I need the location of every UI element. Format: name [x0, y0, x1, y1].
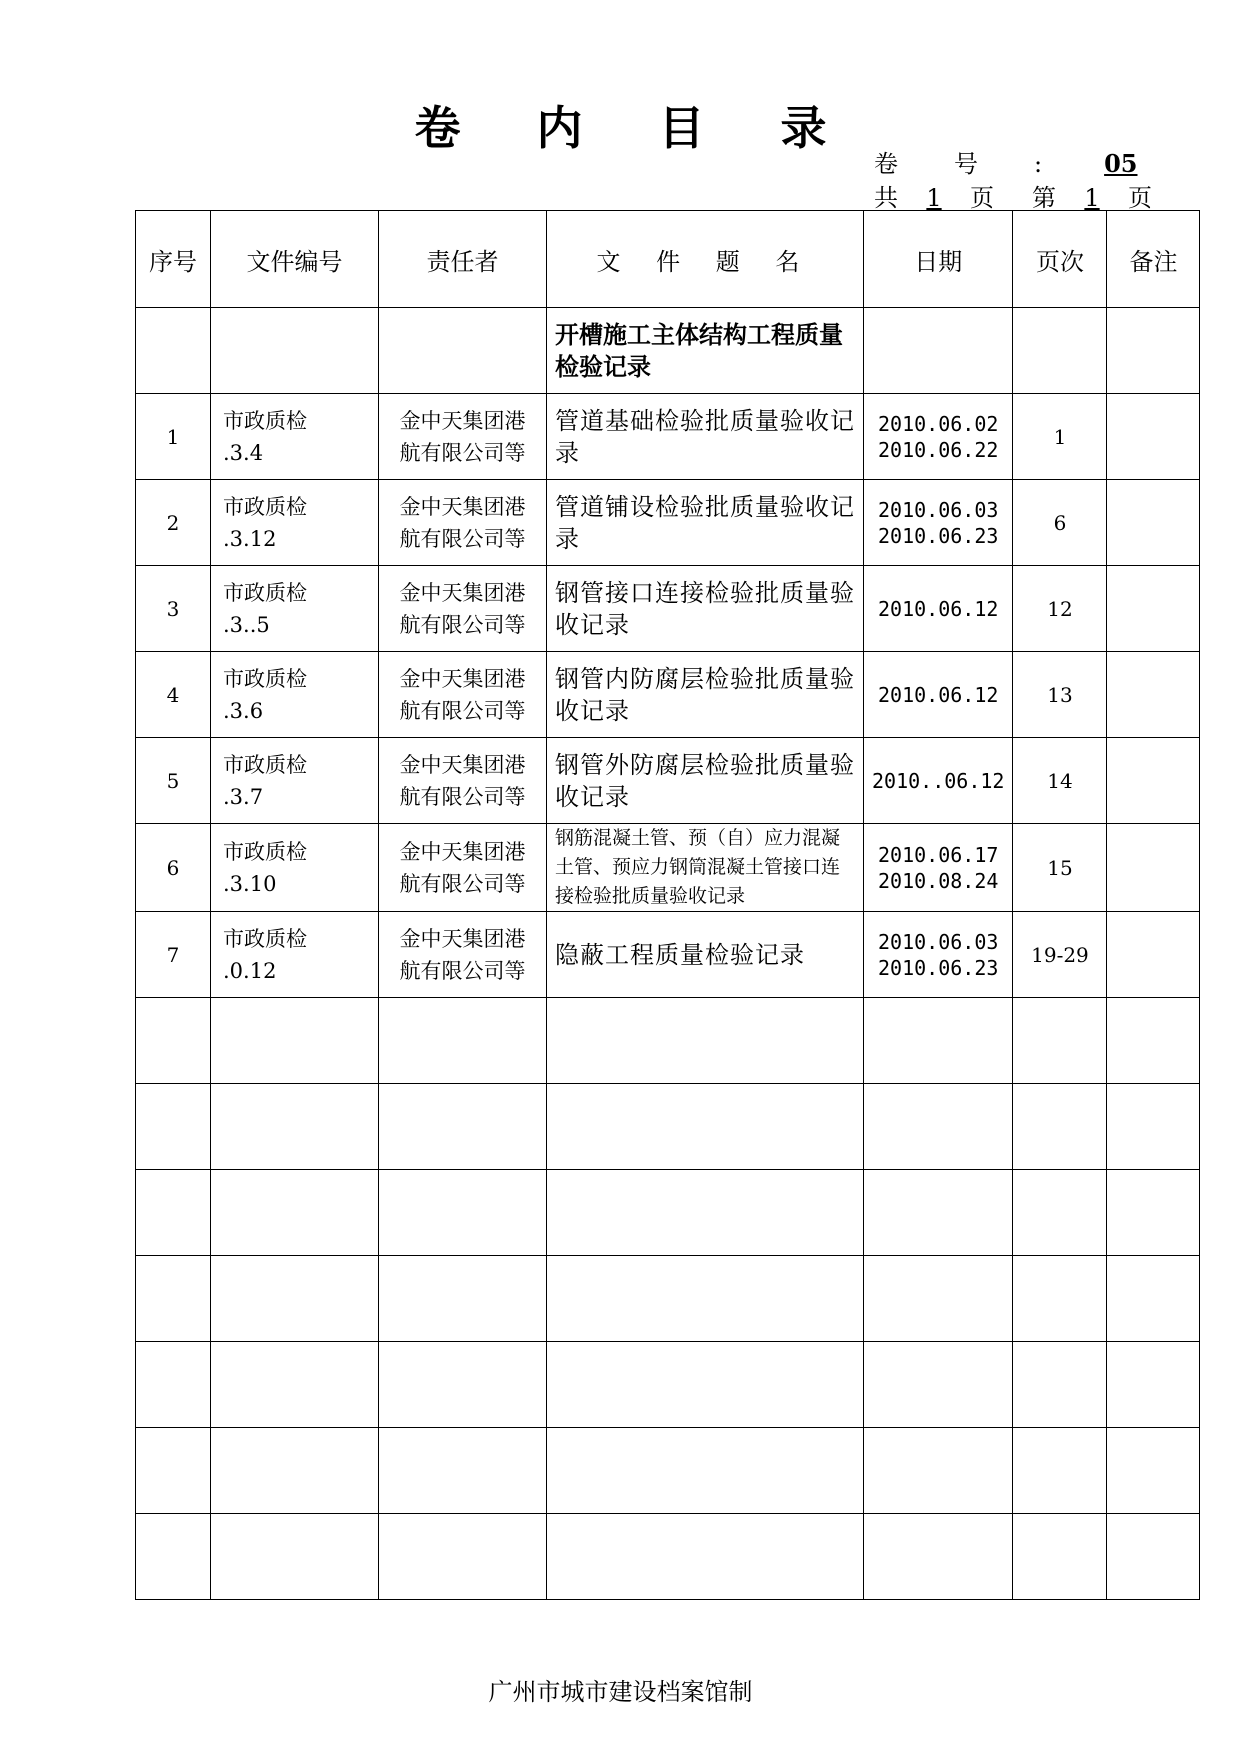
- file-title: 钢筋混凝土管、预（自）应力混凝土管、预应力钢筒混凝土管接口连接检验批质量验收记录: [547, 824, 864, 912]
- empty-cell: [864, 998, 1013, 1084]
- row-number: 4: [136, 652, 211, 738]
- date-line1: 2010.06.02: [878, 411, 999, 436]
- empty-cell: [379, 1256, 547, 1342]
- empty-cell: [211, 1428, 379, 1514]
- responsible-line1: 金中天集团港: [399, 839, 526, 864]
- empty-cell: [864, 1514, 1013, 1600]
- empty-cell: [864, 1428, 1013, 1514]
- responsible-line2: 航有限公司等: [399, 871, 526, 896]
- volume-number: [874, 144, 1138, 179]
- empty-cell: [136, 998, 211, 1084]
- empty-cell: [136, 1170, 211, 1256]
- file-code-line2: .3.6: [223, 698, 264, 723]
- empty-cell: [1107, 998, 1200, 1084]
- responsible-cell: [379, 394, 547, 480]
- volume-value: 05: [1104, 149, 1138, 178]
- empty-cell: [1013, 1256, 1107, 1342]
- empty-cell: [864, 1342, 1013, 1428]
- file-title: 钢管内防腐层检验批质量验收记录: [547, 652, 864, 738]
- date-line1: 2010.06.03: [878, 497, 999, 522]
- empty-row: [136, 1428, 1200, 1514]
- date-cell: [864, 652, 1013, 738]
- total-pages-value: 1: [926, 184, 942, 212]
- empty-row: [136, 1342, 1200, 1428]
- responsible-line1: 金中天集团港: [399, 926, 526, 951]
- title-char: 卷: [414, 101, 461, 155]
- file-title: 隐蔽工程质量检验记录: [547, 912, 864, 998]
- note-cell: [1107, 912, 1200, 998]
- file-code-cell: [211, 394, 379, 480]
- file-code-line1: 市政质检: [223, 408, 307, 433]
- table-row: [136, 738, 1200, 824]
- empty-cell: [1013, 1342, 1107, 1428]
- responsible-line2: 航有限公司等: [399, 784, 526, 809]
- empty-cell: [1107, 1514, 1200, 1600]
- catalog-table: [135, 210, 1200, 1600]
- table-row: [136, 480, 1200, 566]
- file-code-line1: 市政质检: [223, 494, 307, 519]
- empty-cell: [547, 1256, 864, 1342]
- empty-cell: [136, 1342, 211, 1428]
- page-number: 6: [1013, 480, 1107, 566]
- page-number: 13: [1013, 652, 1107, 738]
- row-number: 1: [136, 394, 211, 480]
- responsible-cell: [379, 912, 547, 998]
- row-number: 5: [136, 738, 211, 824]
- empty-cell: [1013, 998, 1107, 1084]
- section-row: [136, 308, 1200, 394]
- empty-cell: [379, 1428, 547, 1514]
- file-code-line1: 市政质检: [223, 580, 307, 605]
- file-code-cell: [211, 824, 379, 912]
- date-line1: 2010.06.12: [878, 596, 999, 621]
- table-row: [136, 566, 1200, 652]
- page-count: [874, 178, 1152, 213]
- row-number: 2: [136, 480, 211, 566]
- note-cell: [1107, 738, 1200, 824]
- empty-cell: [1013, 1170, 1107, 1256]
- file-code-line1: 市政质检: [223, 666, 307, 691]
- row-number: 3: [136, 566, 211, 652]
- empty-cell: [211, 1514, 379, 1600]
- file-code-cell: [211, 480, 379, 566]
- empty-cell: [211, 1084, 379, 1170]
- date-cell: [864, 394, 1013, 480]
- responsible-cell: [379, 824, 547, 912]
- total-pages-suffix: 页: [970, 184, 994, 212]
- header-file-code: 文件编号: [211, 211, 379, 308]
- date-cell: [864, 912, 1013, 998]
- file-title: 管道铺设检验批质量验收记录: [547, 480, 864, 566]
- date-line1: 2010.06.12: [878, 682, 999, 707]
- empty-cell: [1107, 1084, 1200, 1170]
- empty-cell: [547, 1342, 864, 1428]
- date-line1: 2010.06.17: [878, 842, 999, 867]
- page-number: 19-29: [1013, 912, 1107, 998]
- current-page-value: 1: [1084, 184, 1100, 212]
- date-line1: 2010..06.12: [872, 768, 1005, 793]
- file-code-line2: .3.4: [223, 440, 264, 465]
- empty-cell: [136, 1084, 211, 1170]
- page-number: 12: [1013, 566, 1107, 652]
- empty-cell: [379, 1170, 547, 1256]
- header-note: 备注: [1107, 211, 1200, 308]
- empty-cell: [547, 1514, 864, 1600]
- file-code-cell: [211, 652, 379, 738]
- file-code-line2: .3.10: [223, 871, 277, 896]
- empty-cell: [1107, 1170, 1200, 1256]
- title-char: 内: [536, 101, 583, 155]
- responsible-line1: 金中天集团港: [399, 580, 526, 605]
- empty-cell: [1107, 1428, 1200, 1514]
- header-file-title: 文 件 题 名: [547, 211, 864, 308]
- empty-row: [136, 1514, 1200, 1600]
- responsible-line2: 航有限公司等: [399, 612, 526, 637]
- page-number: 15: [1013, 824, 1107, 912]
- empty-cell: [211, 1256, 379, 1342]
- file-code-line2: .3..5: [223, 612, 270, 637]
- empty-cell: [211, 998, 379, 1084]
- responsible-cell: [379, 480, 547, 566]
- empty-cell: [1013, 1514, 1107, 1600]
- current-page-prefix: 第: [1032, 184, 1056, 212]
- responsible-line1: 金中天集团港: [399, 752, 526, 777]
- empty-cell: [1013, 1084, 1107, 1170]
- empty-cell: [136, 1256, 211, 1342]
- responsible-line1: 金中天集团港: [399, 666, 526, 691]
- page-number: 1: [1013, 394, 1107, 480]
- file-title: 钢管外防腐层检验批质量验收记录: [547, 738, 864, 824]
- empty-cell: [547, 1428, 864, 1514]
- responsible-line2: 航有限公司等: [399, 698, 526, 723]
- empty-cell: [547, 998, 864, 1084]
- file-title: 钢管接口连接检验批质量验收记录: [547, 566, 864, 652]
- empty-cell: [1013, 1428, 1107, 1514]
- file-code-line1: 市政质检: [223, 752, 307, 777]
- header-page: 页次: [1013, 211, 1107, 308]
- table-row: [136, 652, 1200, 738]
- current-page-suffix: 页: [1128, 184, 1152, 212]
- note-cell: [1107, 480, 1200, 566]
- responsible-cell: [379, 566, 547, 652]
- note-cell: [1107, 566, 1200, 652]
- empty-cell: [211, 1342, 379, 1428]
- file-code-line1: 市政质检: [223, 839, 307, 864]
- date-cell: [864, 738, 1013, 824]
- responsible-line2: 航有限公司等: [399, 440, 526, 465]
- empty-row: [136, 1256, 1200, 1342]
- responsible-cell: [379, 652, 547, 738]
- file-code-line2: .3.12: [223, 526, 277, 551]
- responsible-line2: 航有限公司等: [399, 958, 526, 983]
- empty-cell: [864, 1170, 1013, 1256]
- empty-row: [136, 1170, 1200, 1256]
- empty-cell: [864, 1084, 1013, 1170]
- empty-cell: [136, 1428, 211, 1514]
- empty-cell: [379, 1514, 547, 1600]
- row-number: 7: [136, 912, 211, 998]
- file-code-line2: .3.7: [223, 784, 264, 809]
- date-cell: [864, 480, 1013, 566]
- empty-cell: [379, 998, 547, 1084]
- empty-cell: [136, 1514, 211, 1600]
- table-row: [136, 394, 1200, 480]
- row-number: 6: [136, 824, 211, 912]
- date-line2: 2010.06.23: [878, 955, 999, 980]
- empty-cell: [1107, 1342, 1200, 1428]
- empty-cell: [547, 1084, 864, 1170]
- header-no: 序号: [136, 211, 211, 308]
- header-responsible: 责任者: [379, 211, 547, 308]
- table-header-row: [136, 211, 1200, 308]
- empty-cell: [1107, 1256, 1200, 1342]
- total-pages-prefix: 共: [874, 184, 898, 212]
- responsible-line1: 金中天集团港: [399, 408, 526, 433]
- file-code-cell: [211, 912, 379, 998]
- title-char: 目: [658, 101, 705, 155]
- date-line2: 2010.08.24: [878, 868, 999, 893]
- empty-cell: [379, 1084, 547, 1170]
- file-code-cell: [211, 566, 379, 652]
- date-cell: [864, 566, 1013, 652]
- date-cell: [864, 824, 1013, 912]
- empty-row: [136, 998, 1200, 1084]
- empty-row: [136, 1084, 1200, 1170]
- responsible-line2: 航有限公司等: [399, 526, 526, 551]
- file-title: 管道基础检验批质量验收记录: [547, 394, 864, 480]
- title-char: 录: [780, 101, 827, 155]
- page-number: 14: [1013, 738, 1107, 824]
- date-line1: 2010.06.03: [878, 929, 999, 954]
- note-cell: [1107, 394, 1200, 480]
- table-row: [136, 824, 1200, 912]
- empty-cell: [211, 1170, 379, 1256]
- note-cell: [1107, 652, 1200, 738]
- note-cell: [1107, 824, 1200, 912]
- file-code-line2: .0.12: [223, 958, 277, 983]
- file-code-line1: 市政质检: [223, 926, 307, 951]
- date-line2: 2010.06.22: [878, 437, 999, 462]
- empty-cell: [547, 1170, 864, 1256]
- file-code-cell: [211, 738, 379, 824]
- section-title: 开槽施工主体结构工程质量检验记录: [547, 308, 864, 394]
- footer-text: 广州市城市建设档案馆制: [488, 1678, 753, 1706]
- empty-cell: [379, 1342, 547, 1428]
- responsible-cell: [379, 738, 547, 824]
- date-line2: 2010.06.23: [878, 523, 999, 548]
- empty-cell: [864, 1256, 1013, 1342]
- header-date: 日期: [864, 211, 1013, 308]
- responsible-line1: 金中天集团港: [399, 494, 526, 519]
- volume-label: 卷号:: [874, 150, 1099, 178]
- table-row: [136, 912, 1200, 998]
